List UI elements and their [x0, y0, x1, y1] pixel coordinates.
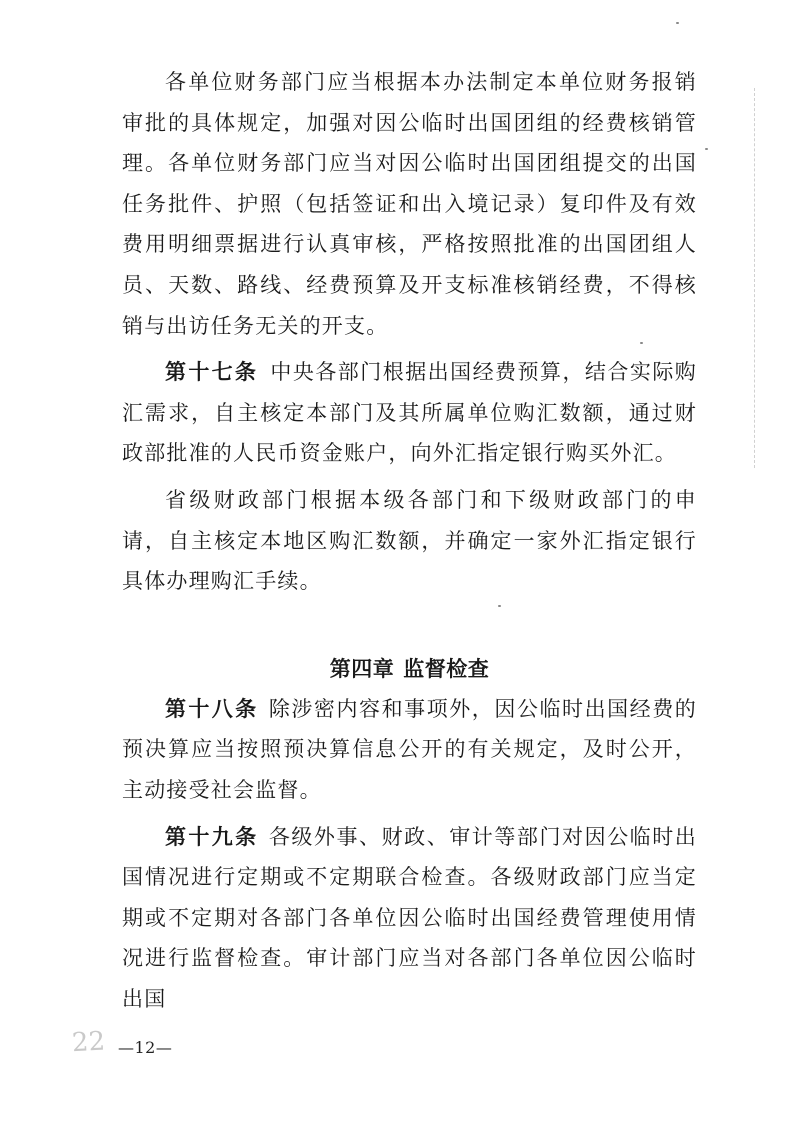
chapter-title: 监督检查: [403, 655, 490, 681]
chapter-number: 第四章: [329, 655, 395, 681]
paragraph-text: 各单位财务部门应当根据本办法制定本单位财务报销审批的具体规定，加强对因公临时出国团组的经费核销管理。各单位财务部门应当对因公临时出国团组提交的出国任务批件、护照（包括签证和出入境记录）复印件及有效费用明细票据进行认真审核，严格按照批准的出国团组人员、天数、路线、经费预算及开支标准核销经费，不得核销与出访任务无关的开支。: [122, 70, 697, 338]
article-number: 第十七条: [165, 359, 259, 385]
paragraph: [122, 689, 697, 811]
paragraph-text: 省级财政部门根据本级各部门和下级财政部门的申请，自主核定本地区购汇数额，并确定一家外汇指定银行具体办理购汇手续。: [122, 487, 697, 594]
article-number: 第十八条: [165, 695, 259, 721]
article-number: 第十九条: [165, 823, 259, 849]
paragraph-text: 各级外事、财政、审计等部门对因公临时出国情况进行定期或不定期联合检查。各级财政部门应当定期或不定期对各部门各单位因公临时出国经费管理使用情况进行监督检查。审计部门应当对各部门各单位因公临时出国: [122, 824, 697, 1011]
paragraph-text: 中央各部门根据出国经费预算，结合实际购汇需求，自主核定本部门及其所属单位购汇数额，通过财政部批准的人民币资金账户，向外汇指定银行购买外汇。: [122, 360, 697, 466]
scan-speck: [705, 148, 708, 150]
chapter-heading: [122, 649, 697, 689]
paragraph: [122, 817, 697, 1020]
scan-speck: [676, 22, 679, 24]
bleed-through-page-number: 22: [71, 1026, 106, 1059]
document-body: [122, 62, 697, 1019]
scan-edge-line: [754, 88, 755, 468]
paragraph: [122, 352, 697, 474]
paragraph: [122, 62, 697, 346]
paragraph-text: 除涉密内容和事项外，因公临时出国经费的预决算应当按照预决算信息公开的有关规定，及时公开，主动接受社会监督。: [122, 696, 697, 802]
paragraph: [122, 480, 697, 602]
page-number: —12—: [118, 1038, 173, 1057]
